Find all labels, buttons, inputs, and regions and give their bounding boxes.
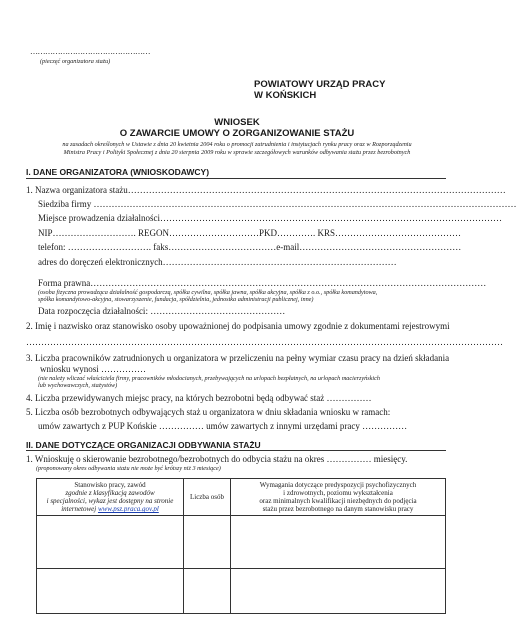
internship-places-field[interactable]: 4. Liczba przewidywanych miejsc pracy, na których bezrobotni będą odbywać staż ……………: [26, 393, 372, 403]
header-position-line4: internetowej: [61, 505, 98, 513]
header-req-line4: stażu przez bezrobotnego na danym stanowisku pracy: [262, 505, 414, 513]
authorized-person-label: 2. Imię i nazwisko oraz stanowisko osoby upoważnionej do podpisania umowy zgodnie z dokumentami rejestrowymi: [26, 321, 450, 331]
legal-basis-line2: Ministra Pracy i Polityki Społecznej z dnia 20 sierpnia 2009 roku w sprawie szczegółowych warunków odbywania stażu przez bezrobotnych: [63, 149, 411, 156]
table-cell-count[interactable]: [184, 516, 231, 569]
header-position-line2: zgodnie z klasyfikacją zawodów: [65, 489, 155, 497]
employees-count-label: 3. Liczba pracowników zatrudnionych u organizatora w przeliczeniu na pełny wymiar czasu pracy na dzień składania: [26, 353, 450, 363]
internship-period-field[interactable]: 1. Wnioskuję o skierowanie bezrobotnego/bezrobotnych do odbycia stażu na okres …………… miesięcy.: [26, 454, 408, 464]
legal-basis-line1: na zasadach określonych w Ustawie z dnia 20 kwietnia 2004 roku o promocji zatrudnienia i instytucjach rynku pracy oraz w Rozporządzeniu: [62, 141, 412, 148]
company-seat-field[interactable]: Siedziba firmy ……………………………………………………………………………………………………………………………: [38, 199, 517, 209]
table-row[interactable]: [37, 569, 446, 614]
current-interns-field[interactable]: umów zawartych z PUP Końskie …………… umów zawartych z innymi urzędami pracy ……………: [38, 421, 408, 431]
form-subtitle: O ZAWARCIE UMOWY O ZORGANIZOWANIE STAŻU: [119, 128, 355, 139]
office-city: W KOŃSKICH: [254, 90, 317, 101]
internship-period-note: (proponowany okres odbywania stażu nie może być krótszy niż 3 miesiące): [36, 465, 221, 472]
authorized-person-field[interactable]: ……………………………………………………………………………………………………………………………………………: [26, 337, 503, 347]
employees-note-1: (nie należy wliczać właściciela firmy, pracowników młodocianych, przebywających na urlopach bezpłatnych, na urlopach macierzyńskich: [38, 375, 380, 382]
business-place-field[interactable]: Miejsce prowadzenia działalności……………………………………………………………………………………………………: [38, 213, 502, 223]
employees-count-field[interactable]: wniosku wynosi ……………: [40, 364, 147, 374]
table-cell-position[interactable]: [37, 569, 184, 614]
start-date-field[interactable]: Data rozpoczęcia działalności: ………………………………………: [38, 306, 286, 316]
section1-heading: I. DANE ORGANIZATORA (WNIOSKODAWCY): [26, 167, 210, 177]
header-position-line1: Stanowisko pracy, zawód: [74, 481, 146, 489]
table-cell-position[interactable]: [37, 516, 184, 569]
section1-rule: [26, 178, 446, 179]
table-row[interactable]: [37, 516, 446, 569]
table-cell-requirements[interactable]: [231, 569, 446, 614]
header-count: Liczba osób: [184, 479, 231, 516]
legal-form-field[interactable]: Forma prawna……………………………………………………………………………………………………………………: [38, 278, 487, 288]
header-requirements: [231, 479, 446, 516]
table-cell-requirements[interactable]: [231, 516, 446, 569]
header-req-line1: Wymagania dotyczące predyspozycji psychofizycznych: [259, 481, 417, 489]
organizer-name-field[interactable]: 1. Nazwa organizatora stażu………………………………………………………………………………………………………………: [26, 185, 506, 195]
header-req-line2: i zdrowotnych, poziomu wykształcenia: [283, 489, 393, 497]
e-delivery-address-field[interactable]: adres do doręczeń elektronicznych……………………………………………………………………: [38, 257, 397, 267]
contact-field[interactable]: telefon: ………………………. faks………………………………e-mail………………………………………………: [38, 242, 462, 252]
current-interns-label: 5. Liczba osób bezrobotnych odbywających staż u organizatora w dniu składania wniosku w ramach:: [26, 407, 391, 417]
internship-positions-table: [36, 478, 446, 614]
stamp-caption: (pieczęć organizatora stażu): [40, 58, 111, 65]
header-position: [37, 479, 184, 516]
table-header-row: [37, 479, 446, 516]
legal-form-note-2: spółka komandytowo-akcyjna, stowarzyszenie, fundacja, spółdzielnia, jednostka administracji publicznej, inne): [38, 296, 314, 303]
form-title: WNIOSEK: [214, 117, 260, 128]
stamp-dots: …………………………………………: [30, 47, 150, 56]
employees-note-2: lub wychowawczych, stażystów): [38, 382, 118, 389]
legal-form-note-1: (osoba fizyczna prowadząca działalność gospodarczą, spółka cywilna, spółka jawna, spółka akcyjna, spółka z o.o., spółka komandytowa,: [38, 289, 378, 296]
psz-link[interactable]: www.psz.praca.gov.pl: [97, 505, 159, 513]
section2-heading: II. DANE DOTYCZĄCE ORGANIZACJI ODBYWANIA STAŻU: [26, 440, 261, 450]
table-cell-count[interactable]: [184, 569, 231, 614]
section2-rule: [26, 450, 446, 451]
office-name: POWIATOWY URZĄD PRACY: [254, 79, 386, 90]
header-req-line3: oraz minimalnych kwalifikacji niezbędnych do podjęcia: [259, 497, 417, 505]
company-ids-field[interactable]: NIP………………………. REGON…………………………PKD…………. KRS……………………………………: [38, 228, 462, 238]
header-position-line3: i specjalności, wykaz jest dostępny na stronie: [46, 497, 174, 505]
